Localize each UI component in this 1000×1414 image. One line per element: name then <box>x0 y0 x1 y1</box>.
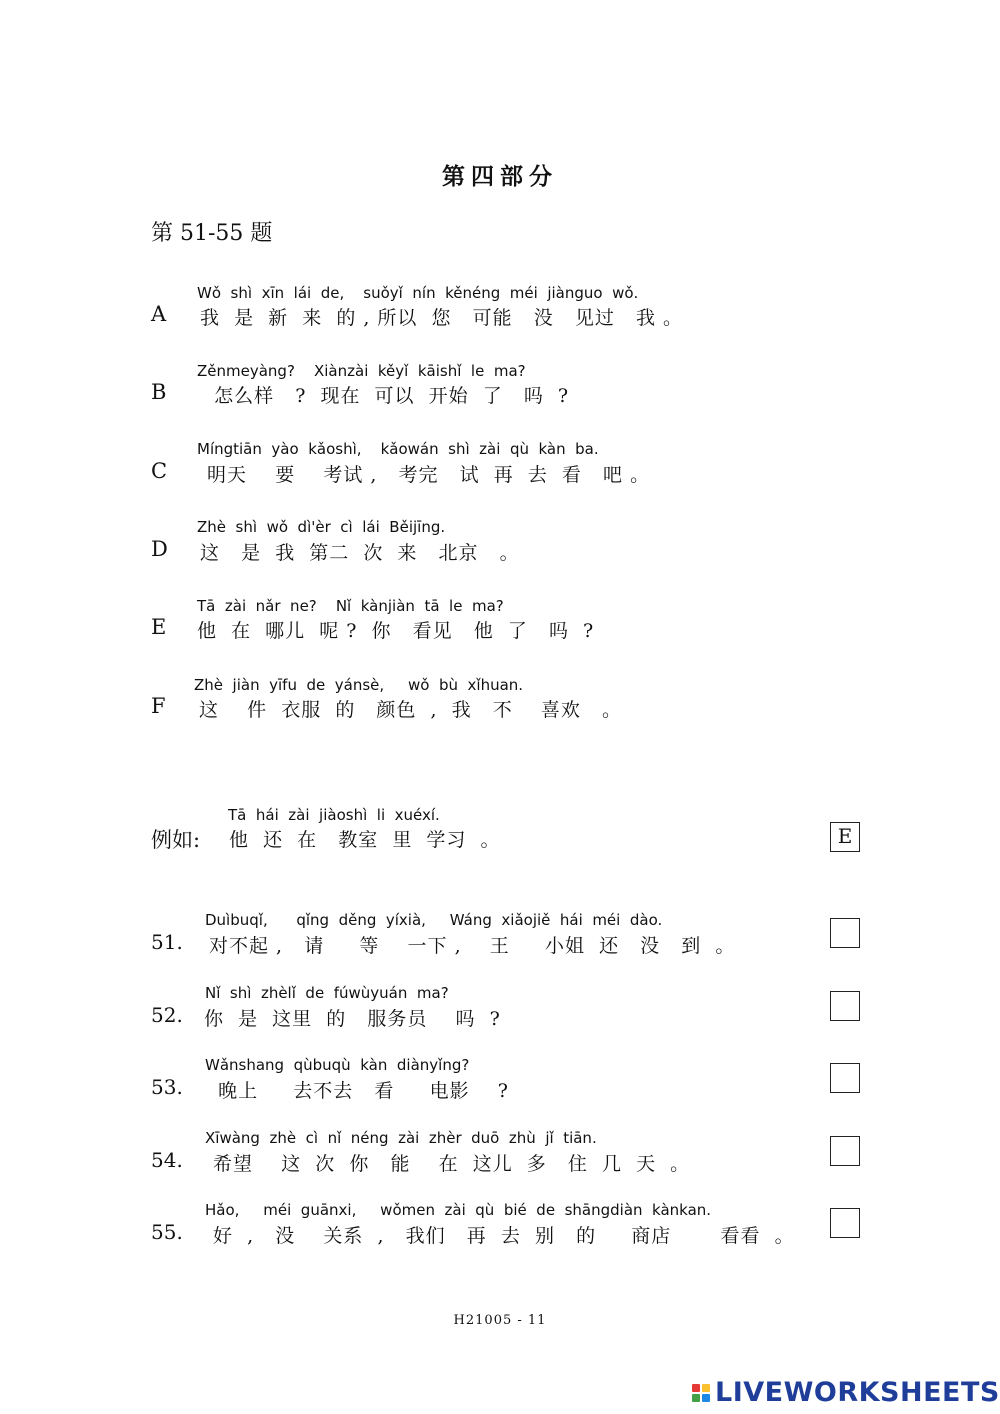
question-hanzi: 希望 这 次 你 能 在 这儿 多 住 几 天 。 <box>206 1153 691 1175</box>
question-pinyin: Duìbuqǐ, qǐng děng yíxià, Wáng xiǎojiě hái méi dào. <box>205 911 663 929</box>
question-hanzi: 你 是 这里 的 服务员 吗 ? <box>204 1008 501 1030</box>
option-letter: B <box>151 380 167 404</box>
question-pinyin: Hǎo, méi guānxi, wǒmen zài qù bié de shāngdiàn kànkan. <box>205 1201 712 1219</box>
option-hanzi: 这 是 我 第二 次 来 北京 。 <box>200 542 520 564</box>
answer-box-52[interactable] <box>830 991 860 1021</box>
question-number: 54. <box>151 1148 183 1172</box>
liveworksheets-logo <box>692 1377 1000 1408</box>
logo-text: LIVEWORKSHEETS <box>715 1377 1000 1408</box>
question-pinyin: Xīwàng zhè cì nǐ néng zài zhèr duō zhù jǐ tiān. <box>205 1129 597 1147</box>
example-pinyin: Tā hái zài jiàoshì li xuéxí. <box>228 806 440 824</box>
example-answer-box: E <box>830 822 860 852</box>
logo-square-icon <box>702 1384 710 1392</box>
question-pinyin: Nǐ shì zhèlǐ de fúwùyuán ma? <box>205 984 449 1002</box>
option-pinyin: Míngtiān yào kǎoshì, kǎowán shì zài qù kàn ba. <box>197 440 599 458</box>
option-pinyin: Tā zài nǎr ne? Nǐ kànjiàn tā le ma? <box>197 597 504 615</box>
page-title: 第四部分 <box>442 163 558 190</box>
answer-box-53[interactable] <box>830 1063 860 1093</box>
question-number: 52. <box>151 1003 183 1027</box>
option-hanzi: 明天 要 考试 , 考完 试 再 去 看 吧 。 <box>200 464 651 486</box>
answer-box-54[interactable] <box>830 1136 860 1166</box>
logo-grid-icon <box>692 1384 710 1402</box>
question-number: 51. <box>151 930 183 954</box>
question-hanzi: 对不起 , 请 等 一下 , 王 小姐 还 没 到 。 <box>209 935 736 957</box>
question-pinyin: Wǎnshang qùbuqù kàn diànyǐng? <box>205 1056 470 1074</box>
section-heading: 第 51-55 题 <box>151 221 273 246</box>
example-hanzi: 他 还 在 教室 里 学习 。 <box>229 829 501 851</box>
answer-box-51[interactable] <box>830 918 860 948</box>
option-pinyin: Wǒ shì xīn lái de, suǒyǐ nín kěnéng méi jiànguo wǒ. <box>197 284 639 302</box>
logo-square-icon <box>702 1394 710 1402</box>
page-footer: H21005 - 11 <box>453 1313 547 1328</box>
option-letter: E <box>151 615 167 639</box>
option-hanzi: 这 件 衣服 的 颜色 , 我 不 喜欢 。 <box>199 699 623 721</box>
question-hanzi: 好 , 没 关系 , 我们 再 去 别 的 商店 看看 。 <box>206 1225 795 1247</box>
option-pinyin: Zhè jiàn yīfu de yánsè, wǒ bù xǐhuan. <box>194 676 524 694</box>
example-label: 例如: <box>151 828 201 852</box>
option-letter: D <box>151 537 168 561</box>
option-letter: C <box>151 459 168 483</box>
option-letter: A <box>151 302 167 326</box>
option-hanzi: 怎么样 ? 现在 可以 开始 了 吗 ? <box>200 385 570 407</box>
option-pinyin: Zěnmeyàng? Xiànzài kěyǐ kāishǐ le ma? <box>197 362 526 380</box>
question-hanzi: 晚上 去不去 看 电影 ? <box>204 1080 509 1102</box>
answer-box-55[interactable] <box>830 1208 860 1238</box>
option-letter: F <box>151 694 166 718</box>
option-pinyin: Zhè shì wǒ dì'èr cì lái Běijīng. <box>197 518 446 536</box>
logo-square-icon <box>692 1384 700 1392</box>
option-hanzi: 我 是 新 来 的 , 所以 您 可能 没 见过 我 。 <box>200 307 684 329</box>
logo-square-icon <box>692 1394 700 1402</box>
question-number: 53. <box>151 1075 183 1099</box>
option-hanzi: 他 在 哪儿 呢 ? 你 看见 他 了 吗 ? <box>197 620 595 642</box>
question-number: 55. <box>151 1220 183 1244</box>
